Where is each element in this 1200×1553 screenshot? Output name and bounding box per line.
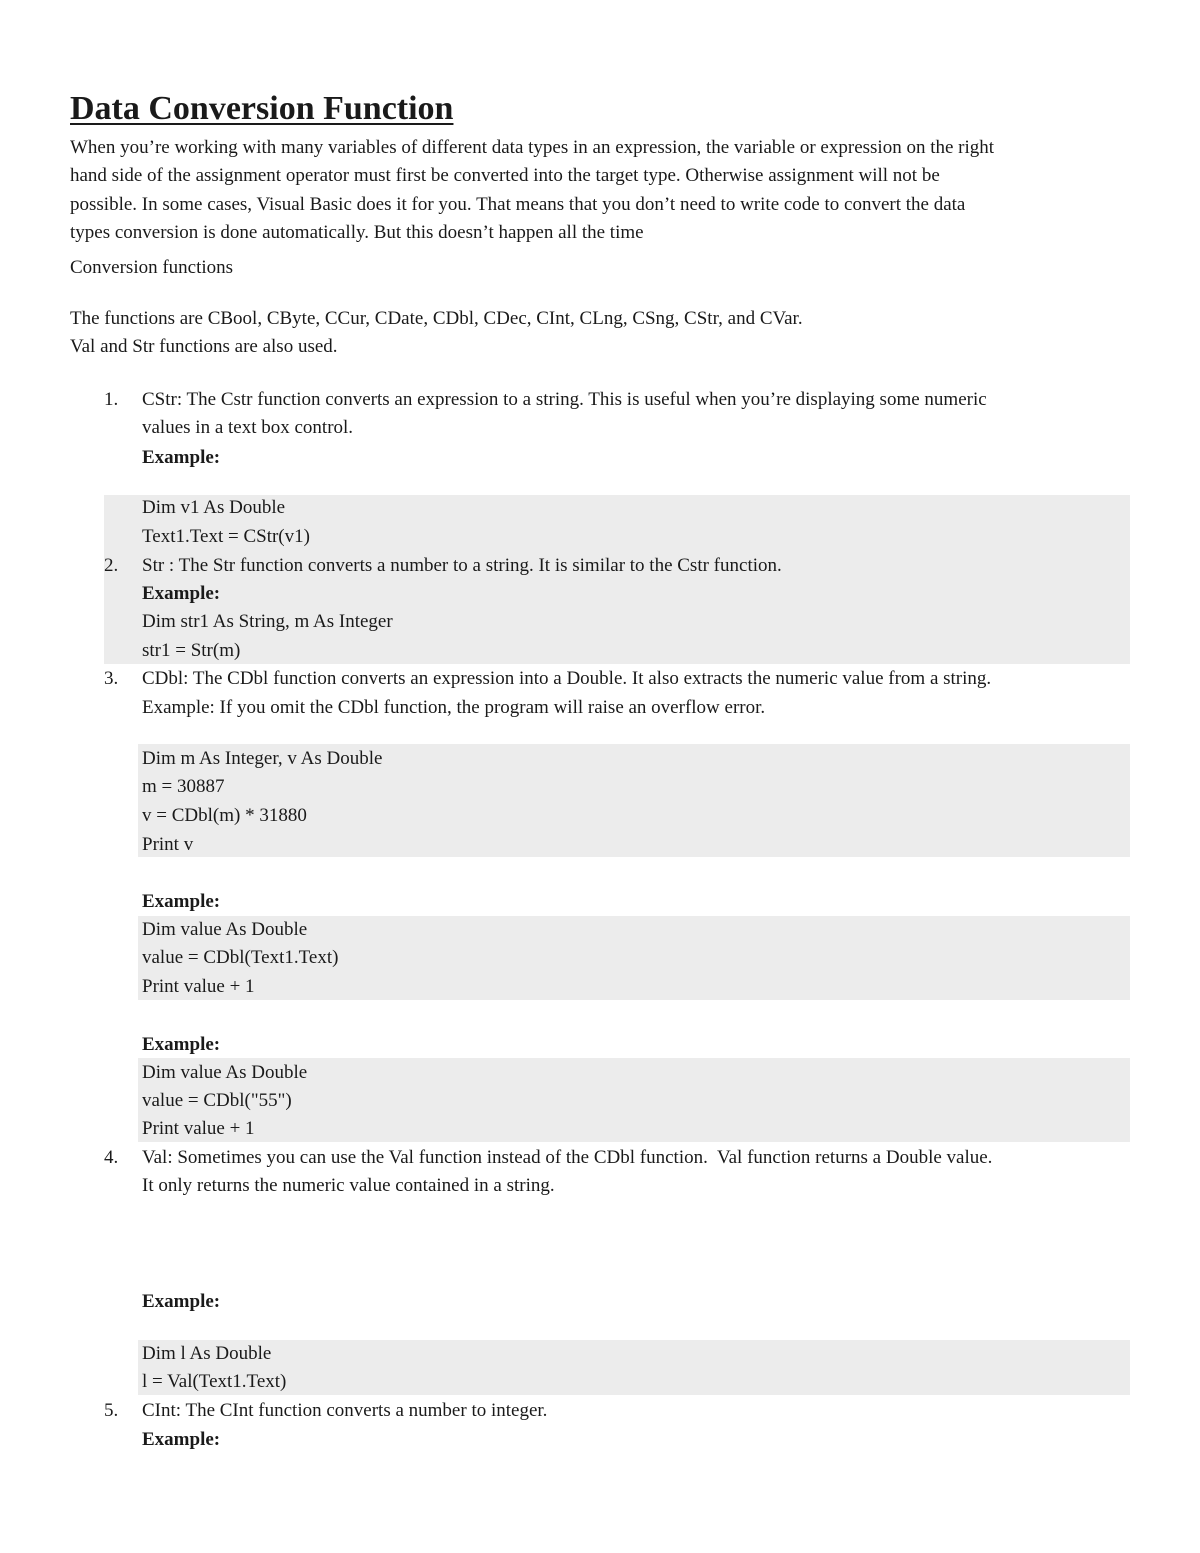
example-label: Example:	[142, 1034, 221, 1055]
page-title: Data Conversion Function	[70, 90, 454, 127]
item-description: It only returns the numeric value contained in a string.	[142, 1175, 555, 1196]
code-line: v = CDbl(m) * 31880	[142, 805, 307, 826]
list-number: 1.	[104, 389, 119, 410]
example-label: Example:	[142, 583, 221, 604]
functions-line: The functions are CBool, CByte, CCur, CDate, CDbl, CDec, CInt, CLng, CSng, CStr, and CVar.	[70, 308, 803, 329]
example-label: Example:	[142, 891, 221, 912]
item-description: CDbl: The CDbl function converts an expression into a Double. It also extracts the numeric value from a string.	[142, 668, 992, 689]
item-description: Val: Sometimes you can use the Val function instead of the CDbl function. Val function returns a Double value.	[142, 1147, 993, 1168]
code-line: Print value + 1	[142, 1118, 255, 1139]
example-label: Example:	[142, 447, 221, 468]
code-line: Print value + 1	[142, 976, 255, 997]
code-line: Dim str1 As String, m As Integer	[142, 611, 393, 632]
example-label: Example:	[142, 1291, 221, 1312]
code-line: Dim value As Double	[142, 1062, 308, 1083]
example-label: Example:	[142, 1429, 221, 1450]
code-line: Dim v1 As Double	[142, 497, 286, 518]
code-line: value = CDbl(Text1.Text)	[142, 947, 339, 968]
code-line: l = Val(Text1.Text)	[142, 1371, 287, 1392]
item-description: CInt: The CInt function converts a number to integer.	[142, 1400, 548, 1421]
code-line: Print v	[142, 834, 194, 855]
code-line: value = CDbl("55")	[142, 1090, 292, 1111]
code-line: m = 30887	[142, 776, 225, 797]
intro-paragraph	[70, 134, 1135, 248]
code-line: Dim value As Double	[142, 919, 308, 940]
functions-paragraph	[70, 305, 803, 362]
list-number: 2.	[104, 555, 119, 576]
code-line: Dim m As Integer, v As Double	[142, 748, 383, 769]
list-number: 4.	[104, 1147, 119, 1168]
code-block-shade	[138, 1340, 1130, 1395]
item-description: Str : The Str function converts a number to a string. It is similar to the Cstr function.	[142, 555, 782, 576]
conversion-heading: Conversion functions	[70, 257, 234, 278]
item-description: Example: If you omit the CDbl function, the program will raise an overflow error.	[142, 697, 766, 718]
item-description: values in a text box control.	[142, 417, 354, 438]
list-number: 3.	[104, 668, 119, 689]
intro-line: hand side of the assignment operator must first be converted into the target type. Otherwise assignment will not be	[70, 165, 940, 187]
item-description: CStr: The Cstr function converts an expression to a string. This is useful when you’re displaying some numeric	[142, 389, 987, 410]
code-line: Dim l As Double	[142, 1343, 272, 1364]
val-str-line: Val and Str functions are also used.	[70, 336, 338, 358]
code-line: str1 = Str(m)	[142, 640, 241, 661]
list-number: 5.	[104, 1400, 119, 1421]
intro-line: possible. In some cases, Visual Basic does it for you. That means that you don’t need to write code to convert the data	[70, 193, 966, 215]
intro-line: When you’re working with many variables of different data types in an expression, the variable or expression on the right	[70, 137, 995, 158]
code-line: Text1.Text = CStr(v1)	[142, 526, 310, 547]
intro-line: types conversion is done automatically. But this doesn’t happen all the time	[70, 222, 644, 244]
